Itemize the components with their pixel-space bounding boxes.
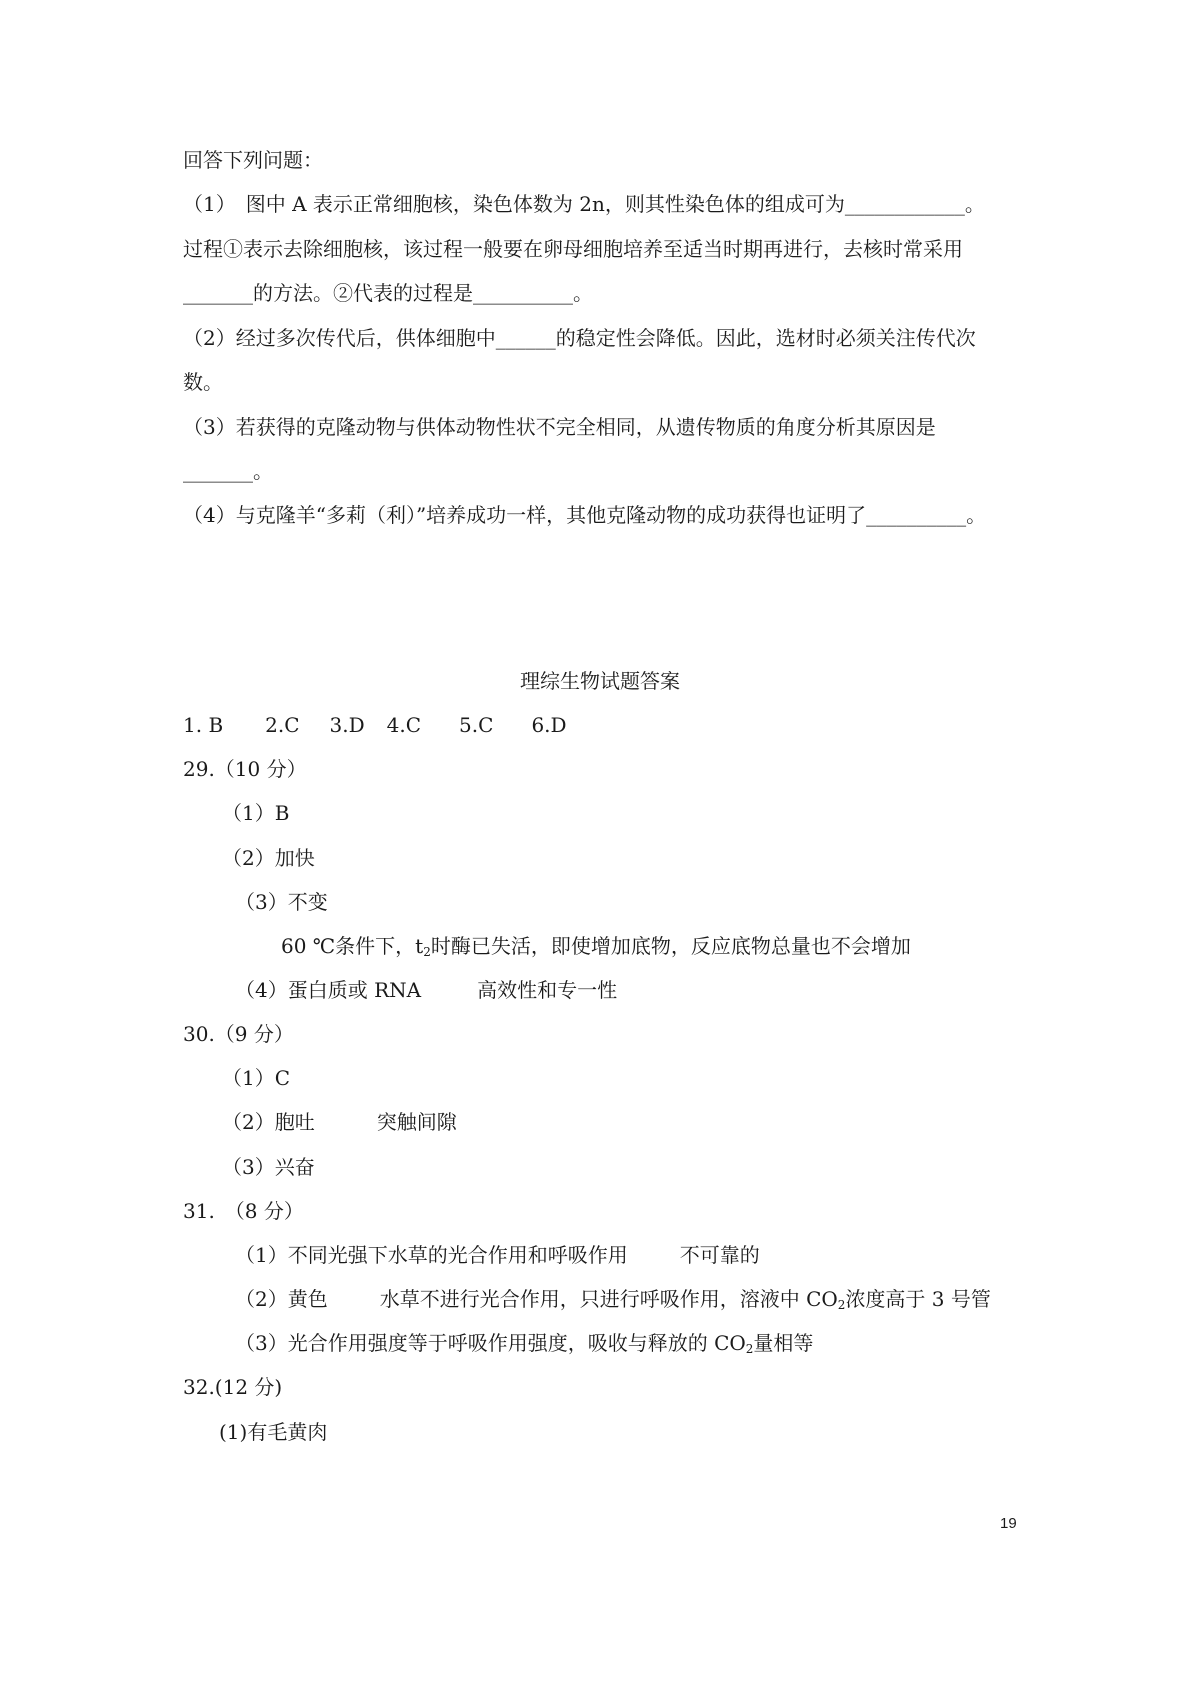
answer-text: 高效性和专一性 [477,978,618,1002]
answer-29-part-2: （2）加快 [222,846,315,870]
answer-text: （1）不同光强下水草的光合作用和呼吸作用 [235,1243,628,1267]
answer-text: 量相等 [753,1331,814,1355]
answer-31-part-1 [235,1243,760,1267]
explanation-text: 60 ℃条件下，t [281,934,424,958]
choice-answer: 3.D [329,713,365,737]
choice-answer: 1. B [183,713,224,737]
answer-text: 浓度高于 3 号管 [845,1287,991,1311]
question-2-line-2: 数。 [183,370,223,394]
answer-30-part-2 [222,1110,457,1134]
answer-text: 不可靠的 [679,1243,760,1267]
question-1-line-2: 过程①表示去除细胞核，该过程一般要在卵母细胞培养至适当时期再进行，去核时常采用 [183,237,963,261]
answer-text: 突触间隙 [376,1110,457,1134]
answer-30-part-1: （1）C [222,1066,291,1090]
answer-32-heading: 32.(12 分) [183,1375,283,1399]
answer-text: （2）胞吐 [222,1110,315,1134]
answer-29-part-1: （1）B [222,801,290,825]
answer-31-part-2 [235,1287,991,1311]
choice-answer: 4.C [386,713,422,737]
question-2-line-1: （2）经过多次传代后，供体细胞中______的稳定性会降低。因此，选材时必须关注传代次 [183,326,976,350]
page-number: 19 [1000,1515,1017,1532]
answer-29-part-4 [235,978,617,1002]
answer-instruction: 回答下列问题： [183,148,323,172]
answer-32-part-1: (1)有毛黄肉 [219,1420,328,1444]
choice-answer: 2.C [265,713,300,737]
question-3-line-1: （3）若获得的克隆动物与供体动物性状不完全相同，从遗传物质的角度分析其原因是 [183,415,936,439]
answer-29-part-3: （3）不变 [235,890,328,914]
question-3-line-2: _______。 [183,459,273,483]
subscript: 2 [837,1298,846,1312]
answer-30-part-3: （3）兴奋 [222,1155,315,1179]
question-1-line-1: （1） 图中 A 表示正常细胞核，染色体数为 2n，则其性染色体的组成可为____________。 [183,192,985,216]
question-4-line: （4）与克隆羊“多莉（利）”培养成功一样，其他克隆动物的成功获得也证明了__________。 [183,503,987,527]
answer-31-part-3 [235,1331,813,1355]
explanation-text: 时酶已失活，即使增加底物，反应底物总量也不会增加 [430,934,911,958]
answer-text: （3）光合作用强度等于呼吸作用强度，吸收与释放的 CO [235,1331,746,1355]
choice-answer: 6.D [531,713,567,737]
question-1-line-3: _______的方法。②代表的过程是__________。 [183,281,593,305]
answer-31-heading: 31. （8 分） [183,1199,304,1223]
answer-text: 水草不进行光合作用，只进行呼吸作用，溶液中 CO [379,1287,838,1311]
subscript: 2 [423,945,431,959]
subscript: 2 [745,1342,754,1356]
answers-title: 理综生物试题答案 [520,669,680,693]
answer-text: （2）黄色 [235,1287,328,1311]
choice-answer: 5.C [459,713,494,737]
choice-answers [183,713,567,737]
answer-29-part-3-explanation [281,934,911,958]
answer-29-heading: 29.（10 分） [183,757,307,781]
answer-text: （4）蛋白质或 RNA [235,978,422,1002]
answer-30-heading: 30.（9 分） [183,1022,294,1046]
